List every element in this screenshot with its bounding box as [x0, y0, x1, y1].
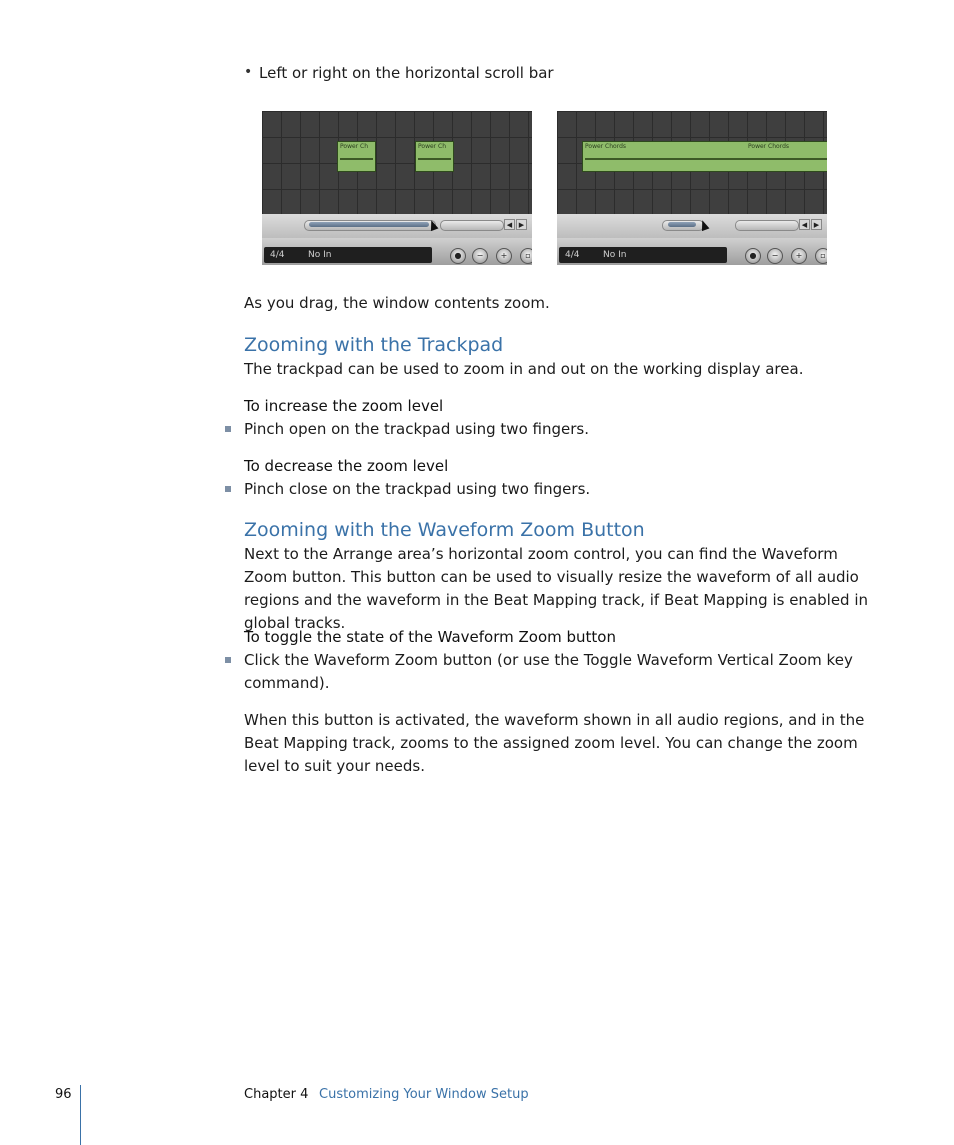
minus-button[interactable]: −	[767, 248, 783, 264]
lcd-status: No In	[308, 250, 332, 260]
arrange-grid	[262, 111, 532, 214]
plus-button[interactable]: +	[791, 248, 807, 264]
horizontal-scroll-bar[interactable]	[304, 220, 436, 231]
scroll-left-arrow-icon[interactable]: ◀	[799, 219, 810, 230]
scroll-right-arrow-icon[interactable]: ▶	[811, 219, 822, 230]
decrease-zoom-label: To decrease the zoom level	[244, 457, 449, 475]
screenshot-zoomed-out	[262, 111, 532, 265]
section-heading-waveform-zoom: Zooming with the Waveform Zoom Button	[244, 519, 645, 541]
lcd-display	[264, 247, 432, 263]
transport-bar	[262, 238, 532, 265]
audio-region	[337, 141, 376, 172]
scroll-bar-bullet-text: Left or right on the horizontal scroll bar	[259, 64, 554, 82]
screenshot-zoomed-in	[557, 111, 827, 265]
footer-chapter-title: Customizing Your Window Setup	[319, 1087, 529, 1102]
mixer-button[interactable]: ▫	[815, 248, 827, 264]
bullet-dot: •	[244, 64, 253, 80]
scroll-thumb[interactable]	[309, 222, 429, 227]
increase-zoom-step: Pinch open on the trackpad using two fingers.	[244, 420, 589, 438]
section-heading-trackpad: Zooming with the Trackpad	[244, 334, 504, 356]
region-label: Power Ch	[340, 143, 369, 150]
plus-button[interactable]: +	[496, 248, 512, 264]
waveform-closing-paragraph: When this button is activated, the waveform shown in all audio regions, and in the Beat Mapping track, zooms to the assigned zoom level. You can change the zoom level to suit your needs.	[244, 711, 865, 775]
trackpad-intro: The trackpad can be used to zoom in and out on the working display area.	[244, 360, 804, 378]
drag-note: As you drag, the window contents zoom.	[244, 294, 550, 312]
toggle-waveform-step: Click the Waveform Zoom button (or use the Toggle Waveform Vertical Zoom key command).	[244, 651, 853, 692]
scroll-right-arrow-icon[interactable]: ▶	[516, 219, 527, 230]
increase-zoom-label: To increase the zoom level	[244, 397, 444, 415]
audio-region	[582, 141, 827, 172]
waveform	[418, 158, 451, 160]
lcd-status: No In	[603, 250, 627, 260]
minus-button[interactable]: −	[472, 248, 488, 264]
region-label: Power Ch	[418, 143, 447, 150]
scroll-track-right[interactable]	[735, 220, 799, 231]
lcd-display	[559, 247, 727, 263]
region-label: Power Chords	[748, 143, 790, 150]
decrease-zoom-step: Pinch close on the trackpad using two fingers.	[244, 480, 591, 498]
transport-bar	[557, 238, 827, 265]
horizontal-scroll-area	[557, 214, 827, 238]
audio-region	[415, 141, 454, 172]
mixer-button[interactable]: ▫	[520, 248, 532, 264]
scroll-thumb[interactable]	[668, 222, 696, 227]
horizontal-scroll-area	[262, 214, 532, 238]
page-number: 96	[55, 1087, 72, 1102]
bullet-square-icon	[225, 657, 231, 663]
scroll-track-right[interactable]	[440, 220, 504, 231]
lcd-meter: 4/4	[565, 250, 580, 260]
bullet-square-icon	[225, 486, 231, 492]
footer-chapter: Chapter 4	[244, 1087, 309, 1102]
waveform-zoom-intro: Next to the Arrange area’s horizontal zoom control, you can find the Waveform Zoom button. This button can be used to visually resize the waveform of all audio regions and the waveform in the Beat Mapping track, if Beat Mapping is enabled in global tracks.	[244, 545, 869, 632]
record-button[interactable]: ●	[745, 248, 761, 264]
lcd-meter: 4/4	[270, 250, 285, 260]
waveform	[340, 158, 373, 160]
record-button[interactable]: ●	[450, 248, 466, 264]
waveform	[585, 158, 827, 160]
scroll-left-arrow-icon[interactable]: ◀	[504, 219, 515, 230]
footer-divider	[80, 1085, 81, 1145]
toggle-waveform-label: To toggle the state of the Waveform Zoom button	[244, 628, 616, 646]
region-label: Power Chords	[585, 143, 627, 150]
bullet-square-icon	[225, 426, 231, 432]
